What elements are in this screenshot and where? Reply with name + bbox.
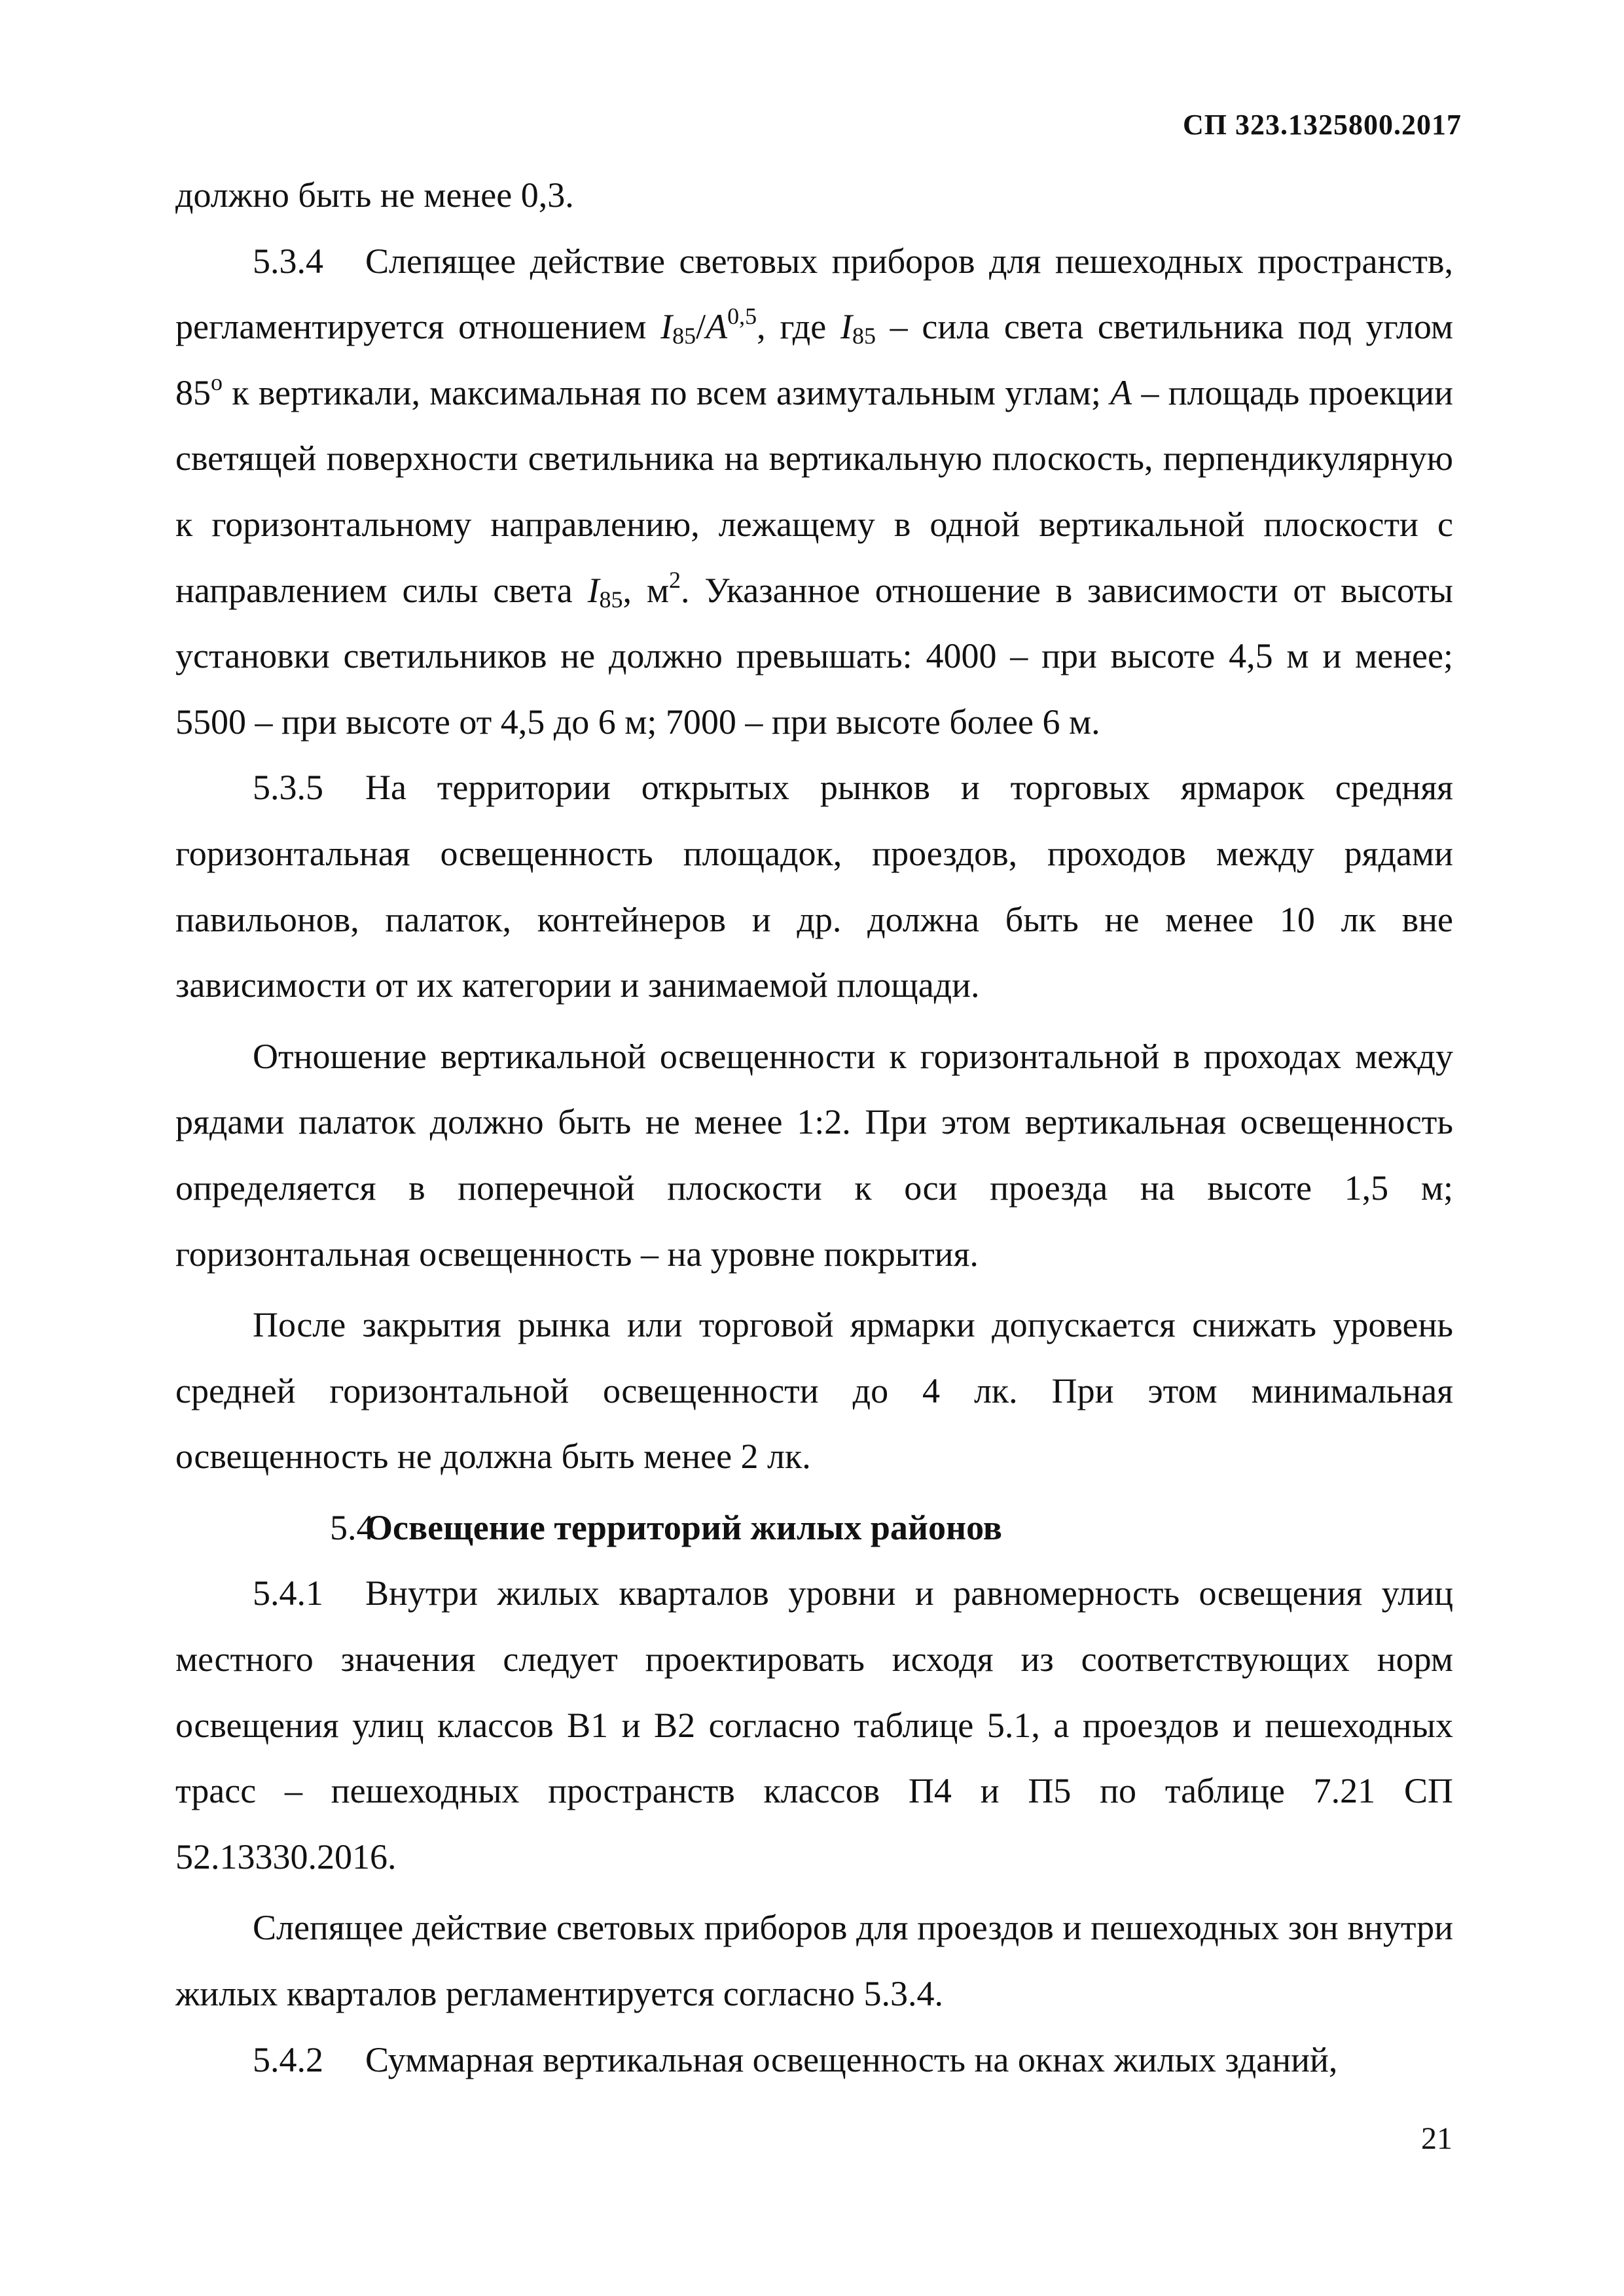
section-number: 5.4 <box>330 1507 374 1547</box>
paragraph-ratio: Отношение вертикальной освещенности к горизонтальной в проходах между рядами палаток должно быть не менее 1:2. При этом вертикальная освещенность определяется в поперечной плоскости к оси проезда на высоте 1,5 м; горизонтальная освещенность – на уровне покрытия. <box>175 1036 1453 1274</box>
clause-5-3-5: 5.3.5 На территории открытых рынков и торговых ярмарок средняя горизонтальная освещенность площадок, проездов, проходов между рядами павильонов, палаток, контейнеров и др. должна быть не менее 10 лк вне зависимости от их категории и занимаемой площади. <box>175 755 1453 1018</box>
document-body <box>175 162 1453 2092</box>
paragraph-continuation: должно быть не менее 0,3. <box>175 175 574 215</box>
clause-5-4-1: 5.4.1 Внутри жилых кварталов уровни и равномерность освещения улиц местного значения следует проектировать исходя из соответствующих норм освещения улиц классов В1 и В2 согласно таблице 5.1, а проездов и пешеходных трасс – пешеходных пространств классов П4 и П5 по таблице 7.21 СП 52.13330.2016. <box>175 1560 1453 1890</box>
document-code-header: СП 323.1325800.2017 <box>1183 109 1462 141</box>
clause-number: 5.4.2 <box>253 2039 323 2079</box>
clause-number: 5.3.4 <box>253 241 323 281</box>
clause-5-3-4: 5.3.4 Слепящее действие световых приборов для пешеходных пространств, регламентируется отношением $I_{85}/A^{0,5}$, где $I_{85}$ – сила света светильника под углом 85$^o$ к вертикали, максимальная по всем азимутальным углам; A – площадь проекции светящей поверхности светильника на вертикальную плоскость, перпендикулярную к горизонтальному направлению, лежащему в одной вертикальной плоскости с направлением силы света $I_{85}$, $м^2$. Указанное отношение в зависимости от высоты установки светильников не должно превышать: 4000 – при высоте 4,5 м и менее; 5500 – при высоте от 4,5 до 6 м; 7000 – при высоте более 6 м. <box>175 228 1453 755</box>
section-title: Освещение территорий жилых районов <box>365 1507 1002 1547</box>
clause-number: 5.3.5 <box>253 768 323 808</box>
clause-number: 5.4.1 <box>253 1573 323 1613</box>
clause-5-4-2: 5.4.2 Суммарная вертикальная освещенность на окнах жилых зданий, <box>175 2027 1453 2093</box>
paragraph-after-closing: После закрытия рынка или торговой ярмарки допускается снижать уровень средней горизонтальной освещенности до 4 лк. При этом минимальная освещенность не должна быть менее 2 лк. <box>175 1305 1453 1477</box>
paragraph-glare: Слепящее действие световых приборов для проездов и пешеходных зон внутри жилых кварталов регламентируется согласно 5.3.4. <box>175 1908 1453 2014</box>
page-number: 21 <box>1421 2121 1453 2156</box>
section-heading <box>175 1495 1453 1561</box>
